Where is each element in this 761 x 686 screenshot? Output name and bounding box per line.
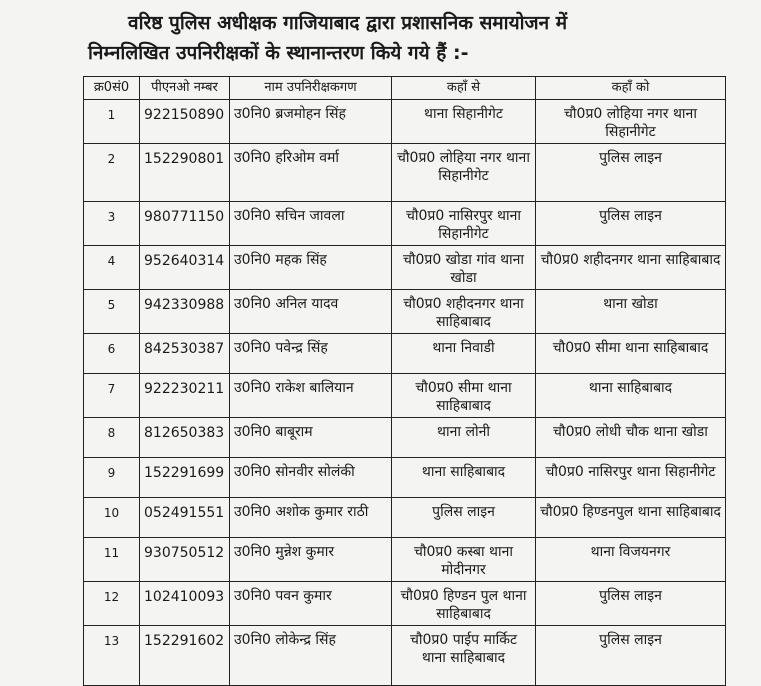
serial-cell: 3 <box>84 202 140 246</box>
header-pno: पीएनओ नम्बर <box>140 77 230 100</box>
header-serial: क्र0सं0 <box>84 77 140 100</box>
from-cell: चौ0प्र0 सीमा थाना साहिबाबाद <box>392 374 536 418</box>
to-cell: पुलिस लाइन <box>536 626 726 686</box>
from-cell: चौ0प्र0 हिण्डन पुल थाना साहिबाबाद <box>392 582 536 626</box>
table-row <box>84 418 726 458</box>
serial-cell: 13 <box>84 626 140 686</box>
from-cell: थाना साहिबाबाद <box>392 458 536 498</box>
from-cell: चौ0प्र0 खोडा गांव थाना खोडा <box>392 246 536 290</box>
to-cell: चौ0प्र0 नासिरपुर थाना सिहानीगेट <box>536 458 726 498</box>
to-cell: चौ0प्र0 लोधी चौक थाना खोडा <box>536 418 726 458</box>
table-row <box>84 144 726 202</box>
name-cell: उ0नि0 लोकेन्द्र सिंह <box>230 626 392 686</box>
table-row <box>84 538 726 582</box>
header-to: कहाँ को <box>536 77 726 100</box>
name-cell: उ0नि0 पवन कुमार <box>230 582 392 626</box>
serial-cell: 5 <box>84 290 140 334</box>
to-cell: चौ0प्र0 लोहिया नगर थाना सिहानीगेट <box>536 100 726 144</box>
header-name: नाम उपनिरीक्षकगण <box>230 77 392 100</box>
pno-cell: 930750512 <box>140 538 230 582</box>
from-cell: चौ0प्र0 कस्बा थाना मोदीनगर <box>392 538 536 582</box>
from-cell: थाना लोनी <box>392 418 536 458</box>
serial-cell: 1 <box>84 100 140 144</box>
table-row <box>84 202 726 246</box>
table-row <box>84 582 726 626</box>
table-header-row <box>84 77 726 100</box>
pno-cell: 152290801 <box>140 144 230 202</box>
name-cell: उ0नि0 महक सिंह <box>230 246 392 290</box>
name-cell: उ0नि0 अशोक कुमार राठी <box>230 498 392 538</box>
pno-cell: 922150890 <box>140 100 230 144</box>
to-cell: पुलिस लाइन <box>536 144 726 202</box>
heading-line-1: वरिष्ठ पुलिस अधीक्षक गाजियाबाद द्वारा प्रशासनिक समायोजन में <box>128 12 568 34</box>
to-cell: पुलिस लाइन <box>536 582 726 626</box>
to-cell: चौ0प्र0 शहीदनगर थाना साहिबाबाद <box>536 246 726 290</box>
serial-cell: 10 <box>84 498 140 538</box>
table-row <box>84 458 726 498</box>
pno-cell: 980771150 <box>140 202 230 246</box>
to-cell: पुलिस लाइन <box>536 202 726 246</box>
pno-cell: 102410093 <box>140 582 230 626</box>
heading-line-2: निम्नलिखित उपनिरीक्षकों के स्थानान्तरण किये गये हैं :- <box>88 42 469 64</box>
pno-cell: 842530387 <box>140 334 230 374</box>
name-cell: उ0नि0 हरिओम वर्मा <box>230 144 392 202</box>
transfer-table <box>83 76 726 686</box>
pno-cell: 952640314 <box>140 246 230 290</box>
from-cell: चौ0प्र0 शहीदनगर थाना साहिबाबाद <box>392 290 536 334</box>
table-row <box>84 290 726 334</box>
name-cell: उ0नि0 ब्रजमोहन सिंह <box>230 100 392 144</box>
serial-cell: 4 <box>84 246 140 290</box>
pno-cell: 152291602 <box>140 626 230 686</box>
from-cell: थाना निवाडी <box>392 334 536 374</box>
to-cell: चौ0प्र0 हिण्डनपुल थाना साहिबाबाद <box>536 498 726 538</box>
serial-cell: 2 <box>84 144 140 202</box>
from-cell: चौ0प्र0 नासिरपुर थाना सिहानीगेट <box>392 202 536 246</box>
header-from: कहाँ से <box>392 77 536 100</box>
serial-cell: 12 <box>84 582 140 626</box>
to-cell: चौ0प्र0 सीमा थाना साहिबाबाद <box>536 334 726 374</box>
from-cell: थाना सिहानीगेट <box>392 100 536 144</box>
serial-cell: 11 <box>84 538 140 582</box>
table-row <box>84 498 726 538</box>
name-cell: उ0नि0 सचिन जावला <box>230 202 392 246</box>
table-row <box>84 374 726 418</box>
pno-cell: 052491551 <box>140 498 230 538</box>
table-row <box>84 246 726 290</box>
serial-cell: 6 <box>84 334 140 374</box>
table-row <box>84 100 726 144</box>
pno-cell: 922230211 <box>140 374 230 418</box>
name-cell: उ0नि0 बाबूराम <box>230 418 392 458</box>
table-row <box>84 334 726 374</box>
table-row <box>84 626 726 686</box>
name-cell: उ0नि0 अनिल यादव <box>230 290 392 334</box>
serial-cell: 9 <box>84 458 140 498</box>
name-cell: उ0नि0 मुन्नेश कुमार <box>230 538 392 582</box>
from-cell: चौ0प्र0 पाईप मार्किट थाना साहिबाबाद <box>392 626 536 686</box>
to-cell: थाना विजयनगर <box>536 538 726 582</box>
document-heading <box>88 8 728 68</box>
name-cell: उ0नि0 पवेन्द्र सिंह <box>230 334 392 374</box>
pno-cell: 942330988 <box>140 290 230 334</box>
from-cell: पुलिस लाइन <box>392 498 536 538</box>
to-cell: थाना खोडा <box>536 290 726 334</box>
table-body <box>84 100 726 686</box>
name-cell: उ0नि0 सोनवीर सोलंकी <box>230 458 392 498</box>
pno-cell: 152291699 <box>140 458 230 498</box>
name-cell: उ0नि0 राकेश बालियान <box>230 374 392 418</box>
serial-cell: 7 <box>84 374 140 418</box>
from-cell: चौ0प्र0 लोहिया नगर थाना सिहानीगेट <box>392 144 536 202</box>
serial-cell: 8 <box>84 418 140 458</box>
pno-cell: 812650383 <box>140 418 230 458</box>
to-cell: थाना साहिबाबाद <box>536 374 726 418</box>
